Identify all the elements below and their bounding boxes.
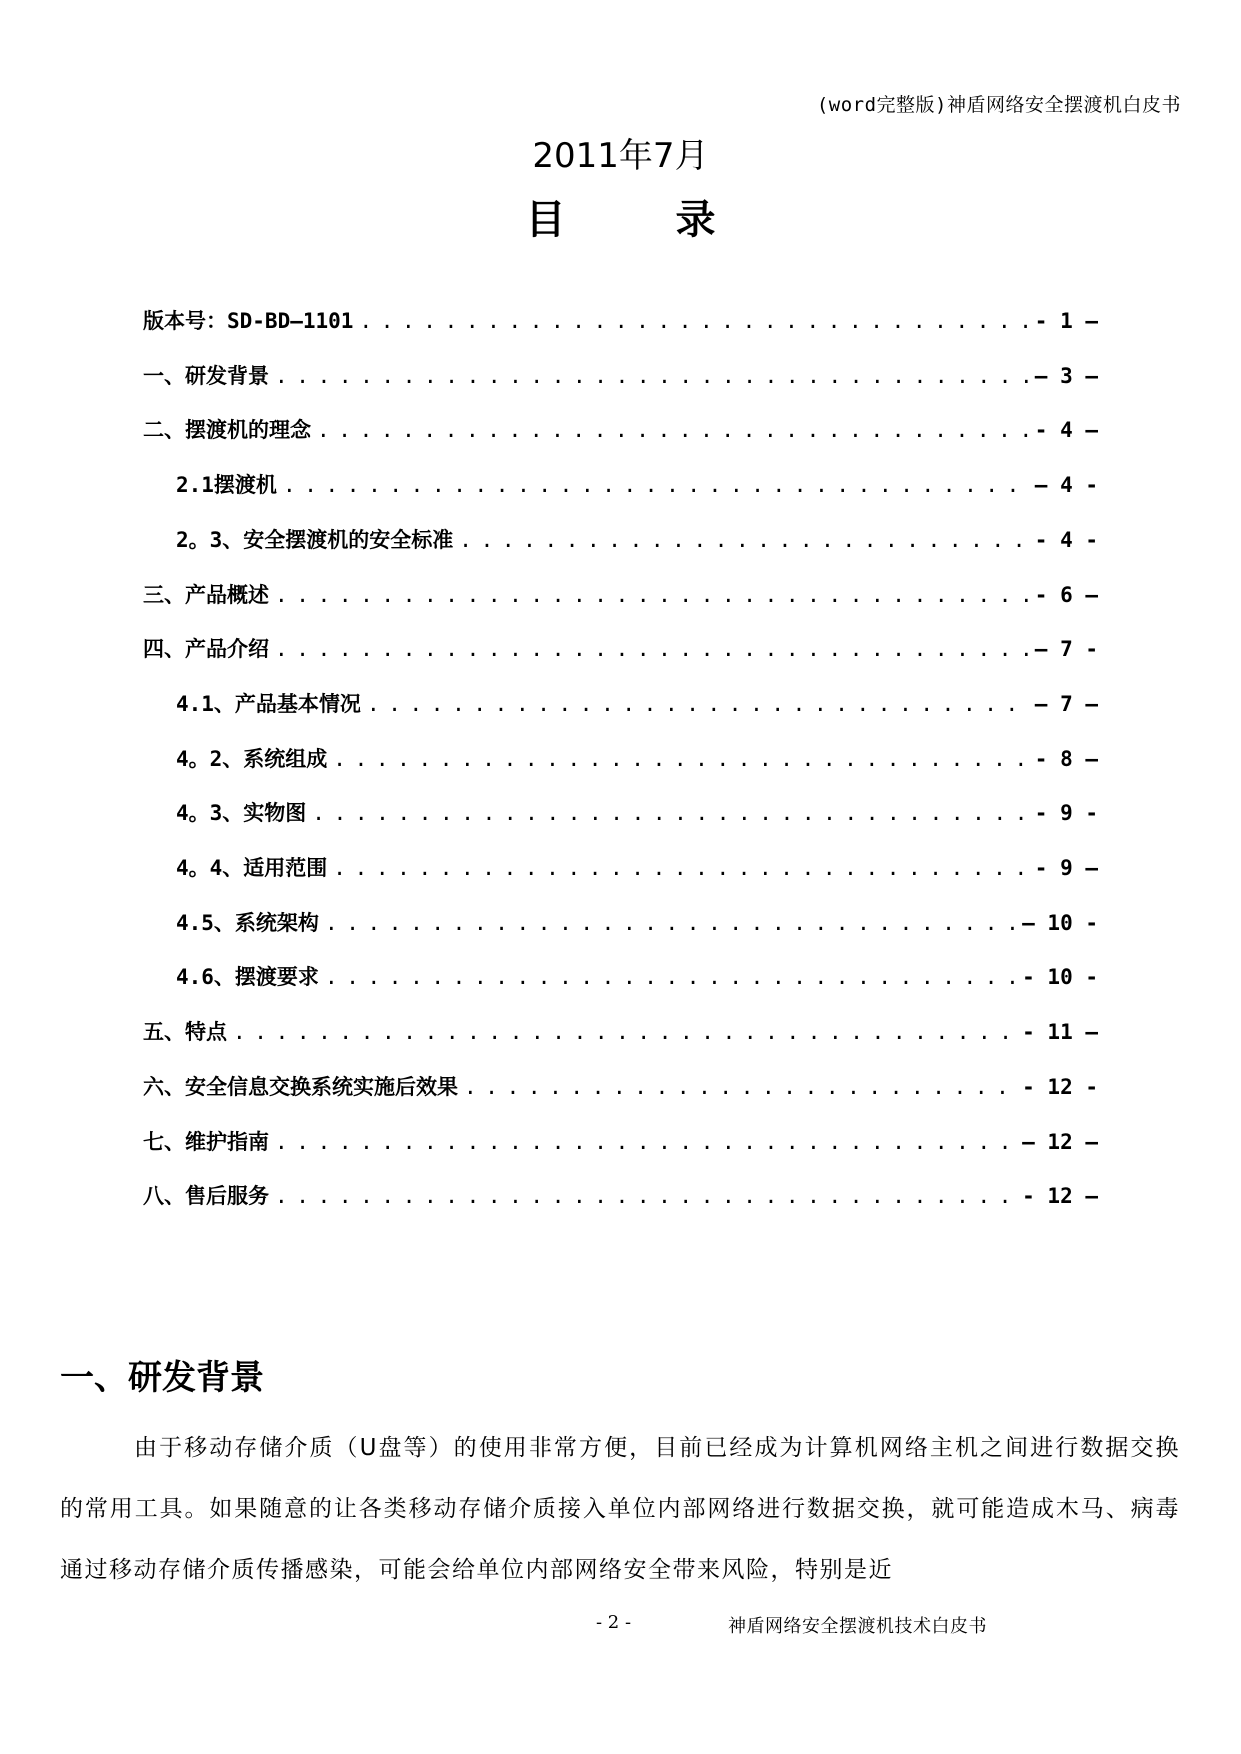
toc-entry-page: - 11 — [1022,1020,1098,1045]
toc-entry[interactable] [176,688,1098,720]
toc-entry-page: - 1 — [1034,309,1098,333]
footer-page-number: - 2 - [596,1612,632,1633]
toc-entry-label: 4。2、系统组成 [176,746,328,771]
toc-entry-label: 4.6、摆渡要求 [176,965,319,990]
toc-entry-label: 一、研发背景 [143,363,269,388]
toc-entry-label: 八、售后服务 [143,1184,269,1209]
toc-dot-leader [325,965,1016,989]
toc-entry-label: 4.1、产品基本情况 [176,691,361,716]
toc-entry[interactable] [143,1126,1098,1158]
toc-entry-page: - 9 — [1034,856,1098,880]
toc-entry-label: 2.1摆渡机 [176,473,277,498]
body-paragraph: 由于移动存储介质（U盘等）的使用非常方便，目前已经成为计算机网络主机之间进行数据交换的常用工具。如果随意的让各类移动存储介质接入单位内部网络进行数据交换，就可能造成木马、病毒通过移动存储介质传播感染，可能会给单位内部网络安全带来风险，特别是近 [60,1435,1180,1583]
footer-doc-title: 神盾网络安全摆渡机技术白皮书 [728,1616,987,1637]
toc-entry-label: 4。3、实物图 [176,801,307,826]
toc-entry-page: — 3 — [1034,363,1098,388]
toc-entry-page: - 8 — [1034,746,1098,771]
toc-entry-page: - 9 - [1034,801,1098,826]
toc-entry-page: - 12 — [1022,1184,1098,1209]
toc-entry-page: - 10 - [1022,965,1098,990]
toc-dot-leader [333,747,1028,771]
toc-dot-leader [233,1020,1016,1044]
toc-dot-leader [275,364,1029,388]
toc-entry-page: — 7 — [1034,691,1098,716]
toc-dot-leader [312,801,1028,825]
toc-entry[interactable] [143,579,1098,611]
toc-dot-leader [459,528,1028,552]
toc-entry[interactable] [176,469,1098,501]
toc-entry[interactable] [176,524,1098,556]
toc-dot-leader [325,911,1016,935]
toc-dot-leader [275,1130,1016,1154]
toc-dot-leader [275,1184,1016,1208]
toc-entry-label: 4.5、系统架构 [176,910,319,935]
toc-entry-label: 四、产品介绍 [143,637,269,662]
toc-dot-leader [283,473,1029,497]
toc-entry-label: 2。3、安全摆渡机的安全标准 [176,527,454,552]
toc-entry[interactable] [176,743,1098,775]
toc-entry-page: — 4 - [1034,473,1098,498]
toc-entry[interactable] [143,414,1098,446]
toc-dot-leader [317,418,1029,442]
toc-entry-page: — 10 - [1022,910,1098,935]
toc-dot-leader [275,637,1029,661]
toc-entry-page: - 12 - [1022,1074,1098,1099]
toc-entry-label: 六、安全信息交换系统实施后效果 [143,1074,458,1099]
toc-entry[interactable] [176,961,1098,993]
toc-dot-leader [275,583,1029,607]
toc-entry[interactable] [143,305,1098,337]
toc-entry-label: 七、维护指南 [143,1129,269,1154]
toc-entry-label: 4。4、适用范围 [176,856,328,880]
toc-dot-leader [359,309,1028,333]
toc-entry[interactable] [176,797,1098,829]
running-header: (word完整版)神盾网络安全摆渡机白皮书 [816,94,1181,116]
toc-entry-page: - 4 - [1034,527,1098,552]
toc-entry-label: 五、特点 [143,1020,227,1045]
toc-entry[interactable] [143,1016,1098,1048]
toc-entry-label: 二、摆渡机的理念 [143,418,311,443]
toc-entry[interactable] [143,360,1098,392]
toc-entry[interactable] [176,852,1098,884]
section-heading: 一、研发背景 [60,1358,264,1398]
toc-entry[interactable] [143,1071,1098,1103]
toc-entry[interactable] [143,1180,1098,1212]
date-line: 2011年7月 [532,136,709,176]
toc-entry-page: - 4 — [1034,418,1098,443]
toc-title: 目录 [525,197,826,243]
toc-entry-page: - 6 — [1034,582,1098,607]
toc-entry[interactable] [143,633,1098,665]
toc-dot-leader [464,1075,1016,1099]
toc-entry-label: 版本号：SD-BD—1101 [143,309,354,333]
toc-entry[interactable] [176,907,1098,939]
toc-dot-leader [367,692,1029,716]
toc-entry-label: 三、产品概述 [143,582,269,607]
toc-entry-page: — 7 - [1034,637,1098,662]
toc-dot-leader [333,856,1028,880]
toc-entry-page: — 12 — [1022,1129,1098,1154]
